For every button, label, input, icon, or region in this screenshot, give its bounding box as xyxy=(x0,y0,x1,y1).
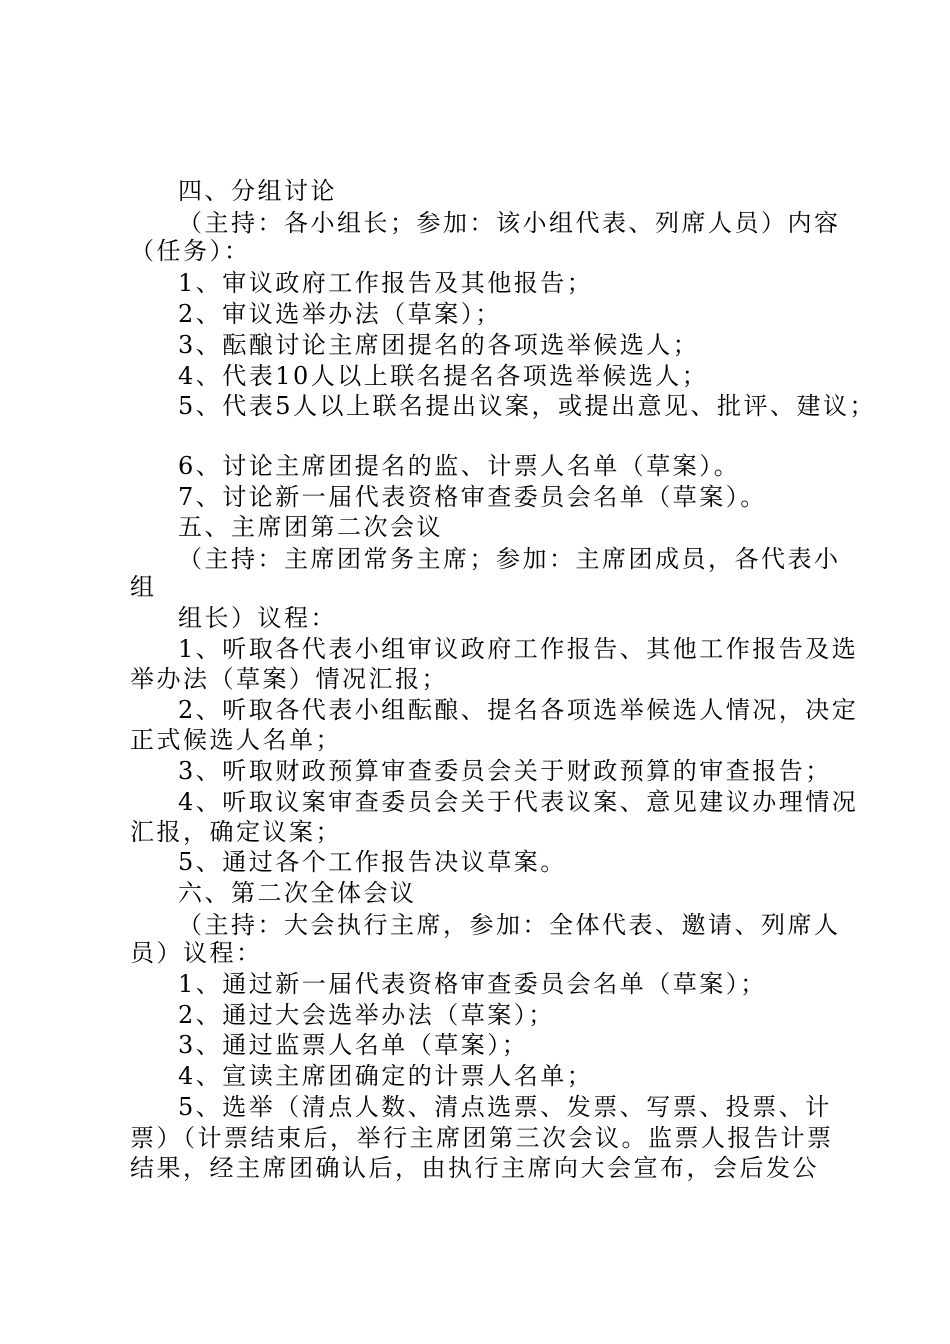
list-item-continuation: 举办法（草案）情况汇报； xyxy=(130,665,448,693)
paragraph-line: （任务）： xyxy=(130,237,251,265)
list-item: 4、听取议案审查委员会关于代表议案、意见建议办理情况 xyxy=(178,788,859,816)
section-heading-4: 四、分组讨论 xyxy=(178,177,337,205)
list-item: 1、通过新一届代表资格审查委员会名单（草案）； xyxy=(178,970,767,998)
list-item: 6、讨论主席团提名的监、计票人名单（草案）。 xyxy=(178,452,741,480)
section-heading-6: 六、第二次全体会议 xyxy=(178,879,417,907)
list-item: 5、选举（清点人数、清点选票、发票、写票、投票、计 xyxy=(178,1093,832,1121)
list-item: 2、通过大会选举办法（草案）； xyxy=(178,1001,555,1029)
paragraph-line: 组 xyxy=(130,573,157,601)
list-item: 2、听取各代表小组酝酿、提名各项选举候选人情况，决定 xyxy=(178,696,859,724)
list-item-continuation: 票）（计票结束后，举行主席团第三次会议。监票人报告计票 xyxy=(130,1124,834,1152)
list-item: 3、通过监票人名单（草案）； xyxy=(178,1031,529,1059)
paragraph-line: （主持：主席团常务主席；参加：主席团成员，各代表小 xyxy=(178,545,841,573)
list-item: 1、听取各代表小组审议政府工作报告、其他工作报告及选 xyxy=(178,635,859,663)
list-item: 7、讨论新一届代表资格审查委员会名单（草案）。 xyxy=(178,483,767,511)
list-item: 3、酝酿讨论主席团提名的各项选举候选人； xyxy=(178,331,700,359)
paragraph-line: （主持：大会执行主席，参加：全体代表、邀请、列席人 xyxy=(178,911,841,939)
paragraph-line: 员）议程： xyxy=(130,939,263,967)
paragraph-line: （主持：各小组长；参加：该小组代表、列席人员）内容 xyxy=(178,209,841,237)
list-item-continuation: 结果，经主席团确认后，由执行主席向大会宣布，会后发公 xyxy=(130,1154,819,1182)
list-item: 4、代表10人以上联名提名各项选举候选人； xyxy=(178,362,709,390)
section-heading-5: 五、主席团第二次会议 xyxy=(178,513,443,541)
list-item: 4、宣读主席团确定的计票人名单； xyxy=(178,1062,594,1090)
list-item: 1、审议政府工作报告及其他报告； xyxy=(178,269,594,297)
list-item: 3、听取财政预算审查委员会关于财政预算的审查报告； xyxy=(178,757,832,785)
list-item-continuation: 汇报，确定议案； xyxy=(130,818,342,846)
paragraph-line: 组长）议程： xyxy=(178,604,337,632)
list-item-continuation: 正式候选人名单； xyxy=(130,726,342,754)
list-item: 5、代表5人以上联名提出议案，或提出意见、批评、建议； xyxy=(178,392,877,420)
list-item: 2、审议选举办法（草案）； xyxy=(178,300,502,328)
list-item: 5、通过各个工作报告决议草案。 xyxy=(178,848,567,876)
